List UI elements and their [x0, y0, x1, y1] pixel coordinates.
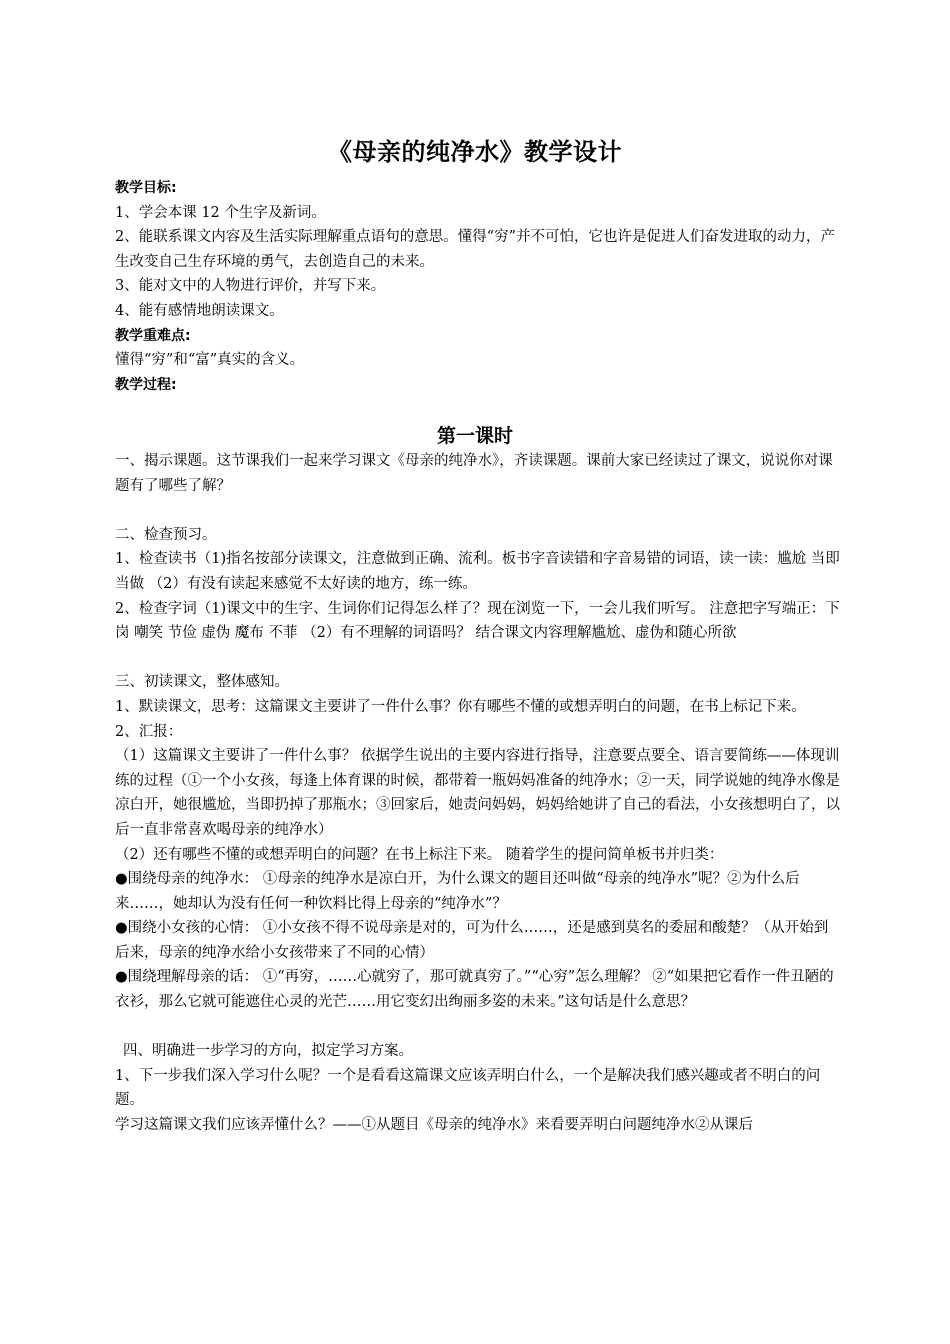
difficulty-text: 懂得“穷”和“富”真实的含义。: [115, 352, 305, 369]
section4-paragraph: 学习这篇课文我们应该弄懂什么？——①从题目《母亲的纯净水》来看要弄明白问题纯净水②从课后: [115, 1117, 753, 1134]
goal-item: 2、能联系课文内容及生活实际理解重点语句的意思。懂得“穷”并不可怕，它也许是促进人们奋发进取的动力，产生改变自己生存环境的勇气，去创造自己的未来。: [115, 229, 836, 270]
section3-paragraph: （2）还有哪些不懂的或想弄明白的问题？在书上标注下来。 随着学生的提问简单板书并归类：: [115, 846, 724, 863]
section3-bullet: ●围绕母亲的纯净水： ①母亲的纯净水是凉白开，为什么课文的题目还叫做“母亲的纯净水”呢？②为什么后来……，她却认为没有任何一种饮料比得上母亲的“纯净水”？: [115, 871, 800, 912]
goal-item: 4、能有感情地朗读课文。: [115, 302, 284, 319]
section3-paragraph: （1）这篇课文主要讲了一件什么事？ 依据学生说出的主要内容进行指导，注意要点要全、语言要简练——体现训练的过程（①一个小女孩，每逢上体育课的时候，都带着一瓶妈妈准备的纯净水；②一天，同学说她的纯净水像是凉白开，她很尴尬，当即扔掉了那瓶水；③回家后，她责问妈妈，妈妈给她讲了自己的看法，小女孩想明白了，以后一直非常喜欢喝母亲的纯净水）: [115, 748, 840, 838]
goals-heading: 教学目标:: [115, 180, 177, 196]
section2-paragraph: 2、检查字词（1)课文中的生字、生词你们记得怎么样了？现在浏览一下，一会儿我们听写。 注意把字写端正：下岗 嘲笑 节俭 虚伪 魔布 不菲 （2）有不理解的词语吗？ 结合课文内容理解尴尬、虚伪和随心所欲: [115, 600, 840, 642]
difficulty-heading: 教学重难点:: [115, 327, 191, 344]
section1-text: 一、揭示课题。这节课我们一起来学习课文《母亲的纯净水》，齐读课题。课前大家已经读过了课文，说说你对课题有了哪些了解？: [115, 453, 833, 494]
goal-item: 1、学会本课 12 个生字及新词。: [115, 204, 326, 221]
section3-bullet: ●围绕小女孩的心情： ①小女孩不得不说母亲是对的，可为什么……，还是感到莫名的委屈和酸楚？（从开始到后来，母亲的纯净水给小女孩带来了不同的心情）: [115, 920, 829, 961]
lesson-title: 第一课时: [436, 425, 513, 447]
section3-bullet: ●围绕理解母亲的话： ①“再穷，……心就穷了，那可就真穷了。”“心穷”怎么理解？ ②“如果把它看作一件丑陋的衣衫，那么它就可能遮住心灵的光芒……用它变幻出绚丽多姿的未来。”这句话是什么意思？: [115, 969, 834, 1011]
lesson-body: [115, 449, 840, 1138]
document-title: 《母亲的纯净水》教学设计: [328, 138, 622, 166]
process-heading: 教学过程:: [115, 376, 177, 393]
section2-heading: 二、检查预习。: [115, 526, 217, 543]
section4-paragraph: 1、下一步我们深入学习什么呢？一个是看看这篇课文应该弄明白什么，一个是解决我们感兴趣或者不明白的问题。: [115, 1067, 821, 1109]
section2-paragraph: 1、检查读书（1)指名按部分读课文，注意做到正确、流利。板书字音读错和字音易错的词语，读一读：尴尬 当即 当做 （2）有没有读起来感觉不太好读的地方，练一练。: [115, 551, 840, 592]
section3-paragraph: 1、默读课文，思考：这篇课文主要讲了一件什么事？你有哪些不懂的或想弄明白的问题，在书上标记下来。: [115, 698, 806, 715]
section3-paragraph: 2、汇报：: [115, 723, 183, 740]
goal-item: 3、能对文中的人物进行评价，并写下来。: [115, 278, 386, 295]
section4-heading: 四、明确进一步学习的方向，拟定学习方案。: [123, 1043, 413, 1060]
section3-heading: 三、初读课文，整体感知。: [115, 674, 289, 691]
goals-block: [115, 176, 840, 397]
